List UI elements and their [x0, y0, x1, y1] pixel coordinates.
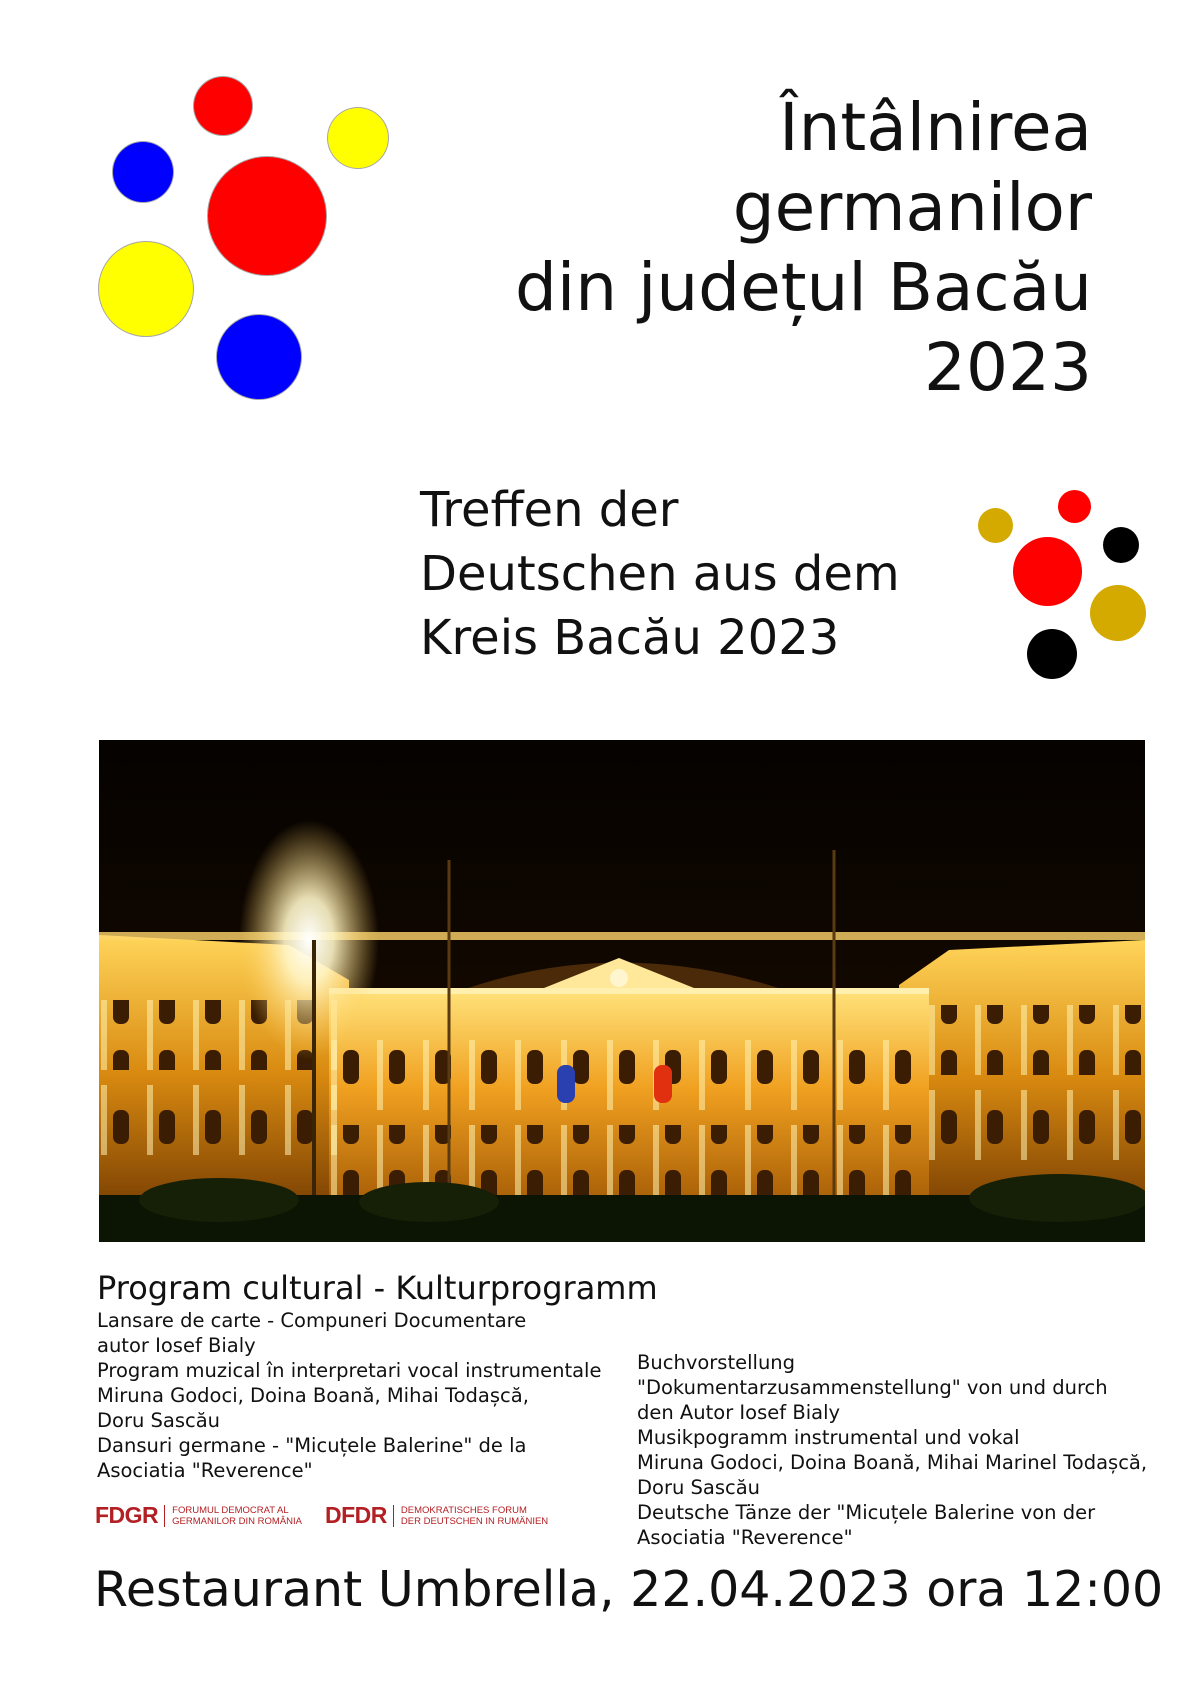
red-dot-large-de: [1013, 537, 1082, 606]
fdgr-text-line-1: FORUMUL DEMOCRAT AL: [172, 1504, 289, 1516]
fdgr-mark: FDGR: [95, 1502, 159, 1528]
dfdr-text-line-1: DEMOKRATISCHES FORUM: [400, 1504, 527, 1516]
dfdr-logo: [325, 1502, 548, 1529]
program-ro-line: Program muzical în interpretari vocal instrumentale: [97, 1359, 602, 1382]
title-ro-line-3: din județul Bacău: [514, 249, 1092, 326]
program-ro-line: Dansuri germane - "Micuțele Balerine" de la: [97, 1434, 527, 1457]
title-de-line-1: Treffen der: [420, 482, 679, 538]
red-dot-small: [194, 77, 252, 135]
program-de-line: Deutsche Tänze der "Micuțele Balerine von der: [637, 1501, 1096, 1524]
fdgr-text-line-2: GERMANILOR DIN ROMÂNIA: [172, 1515, 303, 1527]
black-dot-large-de: [1027, 629, 1077, 679]
program-de-line: Musikpogramm instrumental und vokal: [637, 1426, 1020, 1449]
fdgr-logo: [95, 1502, 302, 1529]
black-dot-small-de: [1103, 527, 1139, 563]
title-ro-line-2: germanilor: [732, 169, 1092, 246]
program-de-line: den Autor Iosef Bialy: [637, 1401, 841, 1424]
yellow-dot-large: [99, 242, 193, 336]
program-list-romanian: [97, 1308, 637, 1483]
red-dot-small-de: [1058, 490, 1091, 523]
program-ro-line: Asociatia "Reverence": [97, 1459, 313, 1482]
title-german: [420, 478, 900, 670]
dfdr-text: [401, 1505, 548, 1527]
blue-dot-large: [217, 315, 301, 399]
red-dot-large: [208, 157, 326, 275]
fdgr-text: [172, 1505, 302, 1527]
program-list-german: [637, 1350, 1182, 1550]
program-ro-line: Doru Sascău: [97, 1409, 221, 1432]
title-romanian: [515, 88, 1092, 408]
blue-dot-small: [113, 142, 173, 202]
title-de-line-3: Kreis Bacău 2023: [420, 610, 840, 666]
program-de-line: Doru Sascău: [637, 1476, 761, 1499]
palace-illustration: [99, 740, 1145, 1242]
yellow-dot-small: [328, 108, 388, 168]
program-ro-line: Miruna Godoci, Doina Boană, Mihai Todașcă,: [97, 1384, 529, 1407]
program-ro-line: autor Iosef Bialy: [97, 1334, 256, 1357]
sponsor-logos: [95, 1502, 565, 1536]
program-de-line: Asociatia "Reverence": [637, 1526, 853, 1549]
title-ro-line-1: Întâlnirea: [779, 89, 1092, 166]
palace-night-photo: [99, 740, 1145, 1242]
program-de-line: Buchvorstellung: [637, 1351, 796, 1374]
program-ro-line: Lansare de carte - Compuneri Documentare: [97, 1309, 527, 1332]
fdgr-separator: [164, 1505, 165, 1527]
title-ro-line-4: 2023: [924, 329, 1092, 406]
dfdr-text-line-2: DER DEUTSCHEN IN RUMÄNIEN: [400, 1515, 549, 1527]
event-venue-date: Restaurant Umbrella, 22.04.2023 ora 12:00: [94, 1561, 1164, 1618]
gold-dot-small-de: [978, 508, 1013, 543]
program-heading: Program cultural - Kulturprogramm: [97, 1269, 658, 1307]
program-de-line: Miruna Godoci, Doina Boană, Mihai Marinel Todașcă,: [637, 1451, 1148, 1474]
dfdr-separator: [393, 1505, 394, 1527]
title-de-line-2: Deutschen aus dem: [420, 546, 900, 602]
dfdr-mark: DFDR: [325, 1502, 387, 1528]
program-de-line: "Dokumentarzusammenstellung" von und durch: [637, 1376, 1108, 1399]
gold-dot-large-de: [1090, 585, 1146, 641]
